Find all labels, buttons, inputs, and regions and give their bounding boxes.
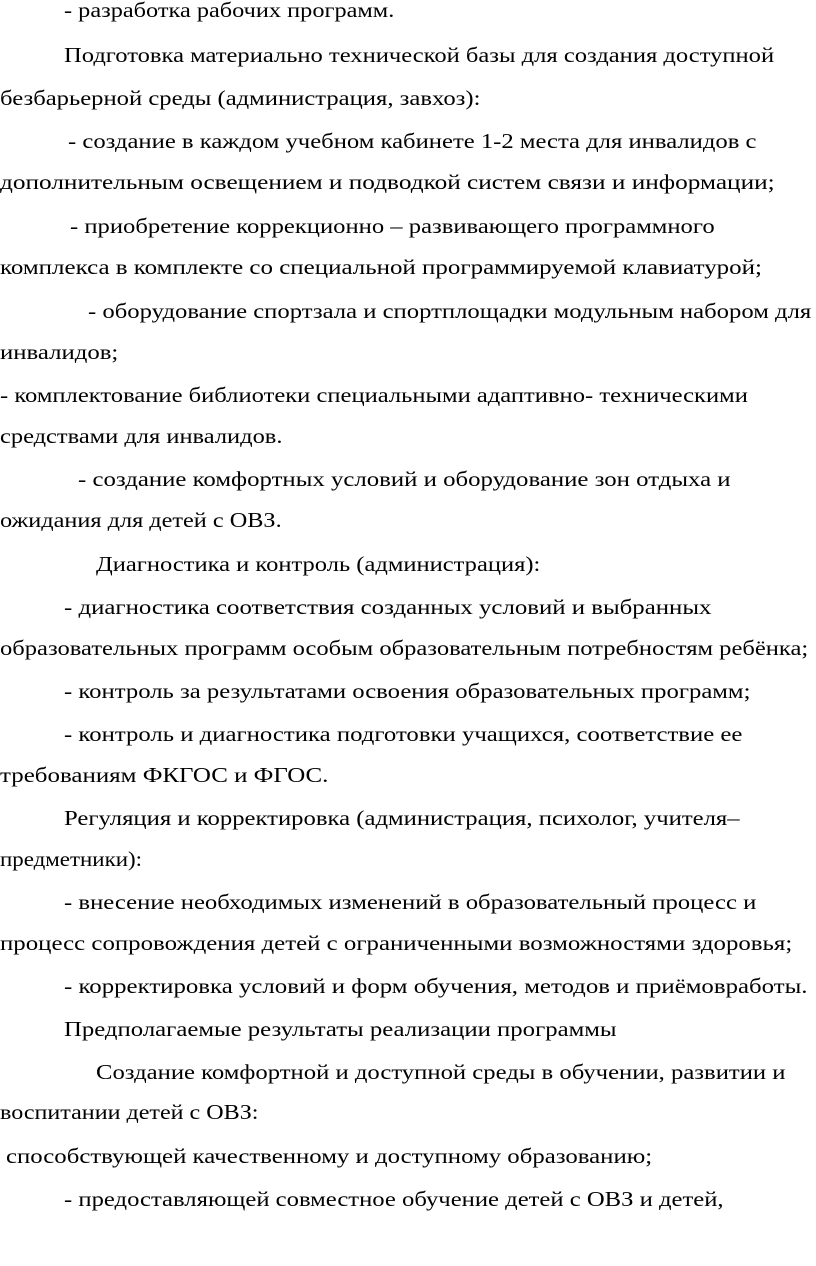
text-line: - диагностика соответствия созданных условий и выбранных [64,595,712,619]
text-line: Регуляция и корректировка (администрация, психолог, учителя– [64,806,740,830]
text-line: Диагностика и контроль (администрация): [96,552,541,576]
text-line: требованиям ФКГОС и ФГОС. [0,763,329,787]
text-line: процесс сопровождения детей с ограниченными возможностями здоровья; [0,931,793,955]
text-line: - создание в каждом учебном кабинете 1-2 места для инвалидов с [68,129,757,153]
text-line: образовательных программ особым образовательным потребностям ребёнка; [0,636,809,660]
text-line: - внесение необходимых изменений в образовательный процесс и [64,890,757,914]
text-line: безбарьерной среды (администрация, завхоз): [0,86,481,110]
text-line: ожидания для детей с ОВЗ. [0,508,282,532]
text-line: Создание комфортной и доступной среды в обучении, развитии и [96,1060,786,1084]
text-line: - корректировка условий и форм обучения, методов и приёмовработы. [64,974,808,998]
text-line: - приобретение коррекционно – развивающего программного [70,214,715,238]
text-line: комплекса в комплекте со специальной программируемой клавиатурой; [0,255,762,279]
text-line: - оборудование спортзала и спортплощадки модульным набором для [88,299,812,323]
text-line: воспитании детей с ОВЗ: [0,1100,259,1124]
text-line: - контроль за результатами освоения образовательных программ; [64,679,751,703]
text-line: - предоставляющей совместное обучение детей с ОВЗ и детей, [64,1187,724,1211]
text-line: предметники): [0,847,142,871]
text-line: средствами для инвалидов. [0,424,283,448]
text-line: инвалидов; [0,340,119,364]
text-line: способствующей качественному и доступному образованию; [6,1144,653,1168]
text-line: Предполагаемые результаты реализации программы [64,1017,617,1041]
text-line: дополнительным освещением и подводкой систем связи и информации; [0,170,775,194]
text-line: - контроль и диагностика подготовки учащихся, соответствие ее [64,722,743,746]
text-line: Подготовка материально технической базы для создания доступной [64,43,775,67]
text-line: - создание комфортных условий и оборудование зон отдыха и [78,467,731,491]
text-line: - комплектование библиотеки специальными адаптивно- техническими [0,383,748,407]
text-line: - разработка рабочих программ. [64,0,395,22]
